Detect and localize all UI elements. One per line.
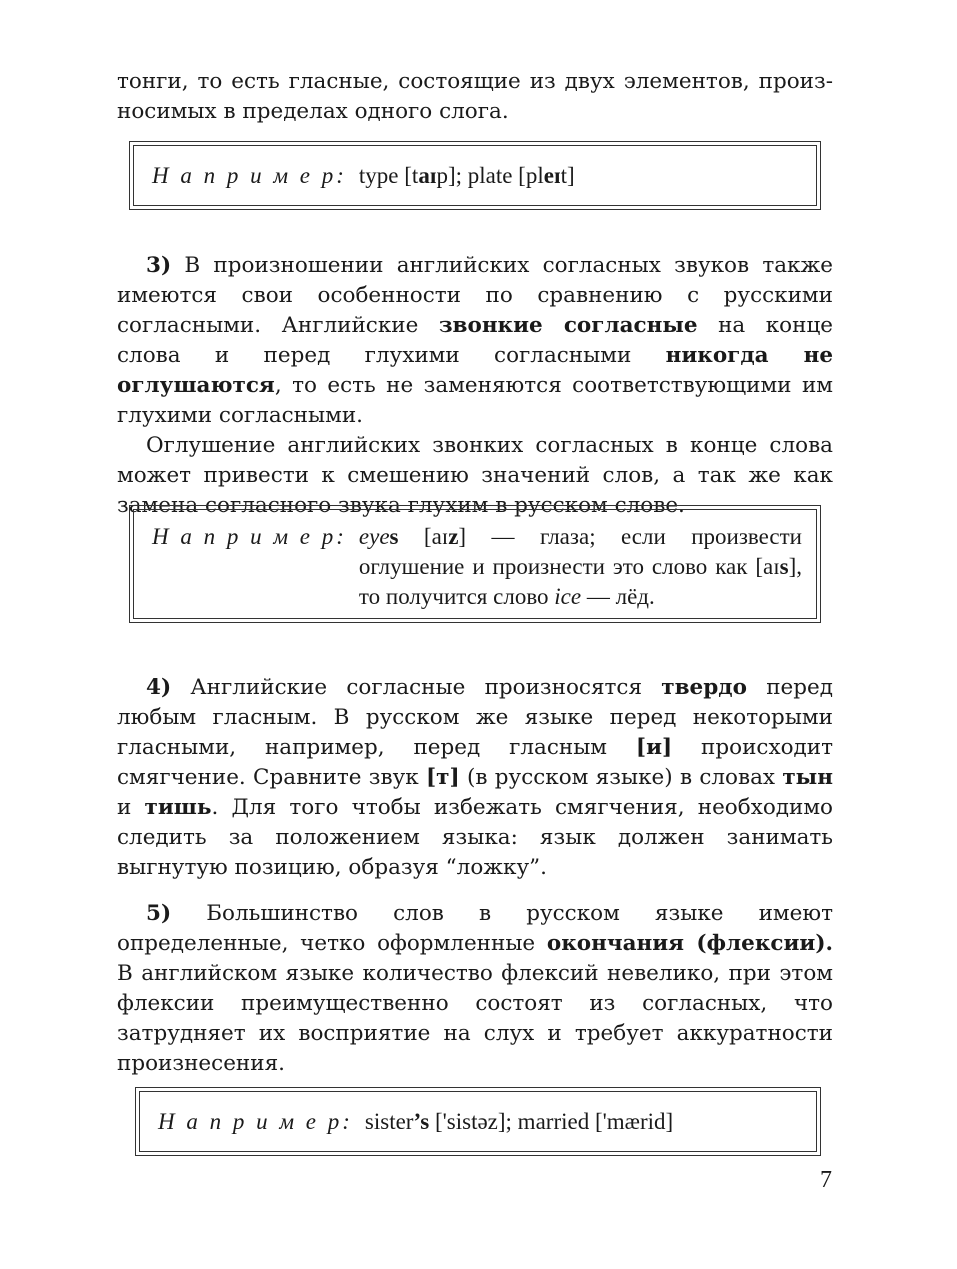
section-number: 3) (146, 253, 172, 278)
example-box-3 (135, 1087, 821, 1156)
bold-sound: aɪ (418, 162, 437, 188)
intro-paragraph (117, 67, 833, 127)
section-4 (117, 673, 833, 883)
section-3-paragraph-2: Оглушение английских звонких согласных в конце слова может привести к смешению значений слов, а так же как замена согласного звука глухим в русском слове. (117, 433, 833, 518)
bold-sound: s (779, 554, 789, 579)
example-text: eyes [aɪz] — глаза; если произвести оглушение и произнести это слово как [aɪs], то получится слово ice — лёд. (358, 524, 802, 609)
bold-term: тишь (144, 795, 212, 820)
bold-sound: eɪ (543, 162, 561, 188)
bold-term: звонкие согласные (438, 313, 698, 338)
section-number: 4) (146, 675, 172, 700)
bold-term: тын (782, 765, 833, 790)
example-box-2-inner (133, 509, 817, 619)
example-box-2 (129, 505, 821, 623)
example-box-1 (129, 141, 821, 210)
example-text: sister’s ['sistəz]; married ['mærid] (364, 1108, 674, 1134)
bold-term: [и] (635, 735, 673, 760)
bold-term: [т] (426, 765, 460, 790)
section-3-paragraph-1: 3) В произношении английских согласных звуков также имеются свои особенности по сравнению с русскими согласными. Английские звонкие согласные на конце слова и перед глухими согласными никогда не оглушаются, то есть не заменяются соответствующими им глухими согласными. (117, 253, 833, 428)
intro-line-2: носимых в пределах одного слога. (117, 99, 509, 124)
bold-term: окончания (флексии). (546, 931, 834, 956)
example-box-1-inner (133, 145, 817, 206)
page-number: 7 (820, 1167, 832, 1193)
bold-suffix: ’s (413, 1108, 430, 1134)
example-label: Н а п р и м е р: (158, 1108, 353, 1134)
intro-line-1: тонги, то есть гласные, состоящие из двух элементов, произ- (117, 69, 833, 94)
section-number: 5) (146, 901, 172, 926)
example-label: Н а п р и м е р: (152, 162, 347, 188)
section-5 (117, 899, 833, 1079)
section-4-paragraph: 4) Английские согласные произносятся твердо перед любым гласным. В русском же языке перед некоторыми гласными, например, перед гласным [и] происходит смягчение. Сравните звук [т] (в русском языке) в словах тын и тишь. Для того чтобы избежать смягчения, необходимо следить за положением языка: язык должен занимать выгнутую позицию, образуя “ложку”. (117, 675, 833, 880)
example-text: type [taɪp]; plate [pleɪt] (358, 162, 575, 188)
section-3 (117, 251, 833, 521)
bold-term: никогда не оглушаются (117, 343, 833, 398)
example-label: Н а п р и м е р: (152, 524, 347, 549)
example-box-3-inner (139, 1091, 817, 1152)
bold-term: твердо (661, 675, 747, 700)
section-5-paragraph: 5) Большинство слов в русском языке имеют определенные, четко оформленные окончания (флексии). В английском языке количество флексий невелико, при этом флексии преимущественно состоят из согласных, что затрудняет их восприятие на слух и требует аккуратности произнесения. (117, 901, 834, 1076)
bold-sound: z (448, 524, 459, 549)
